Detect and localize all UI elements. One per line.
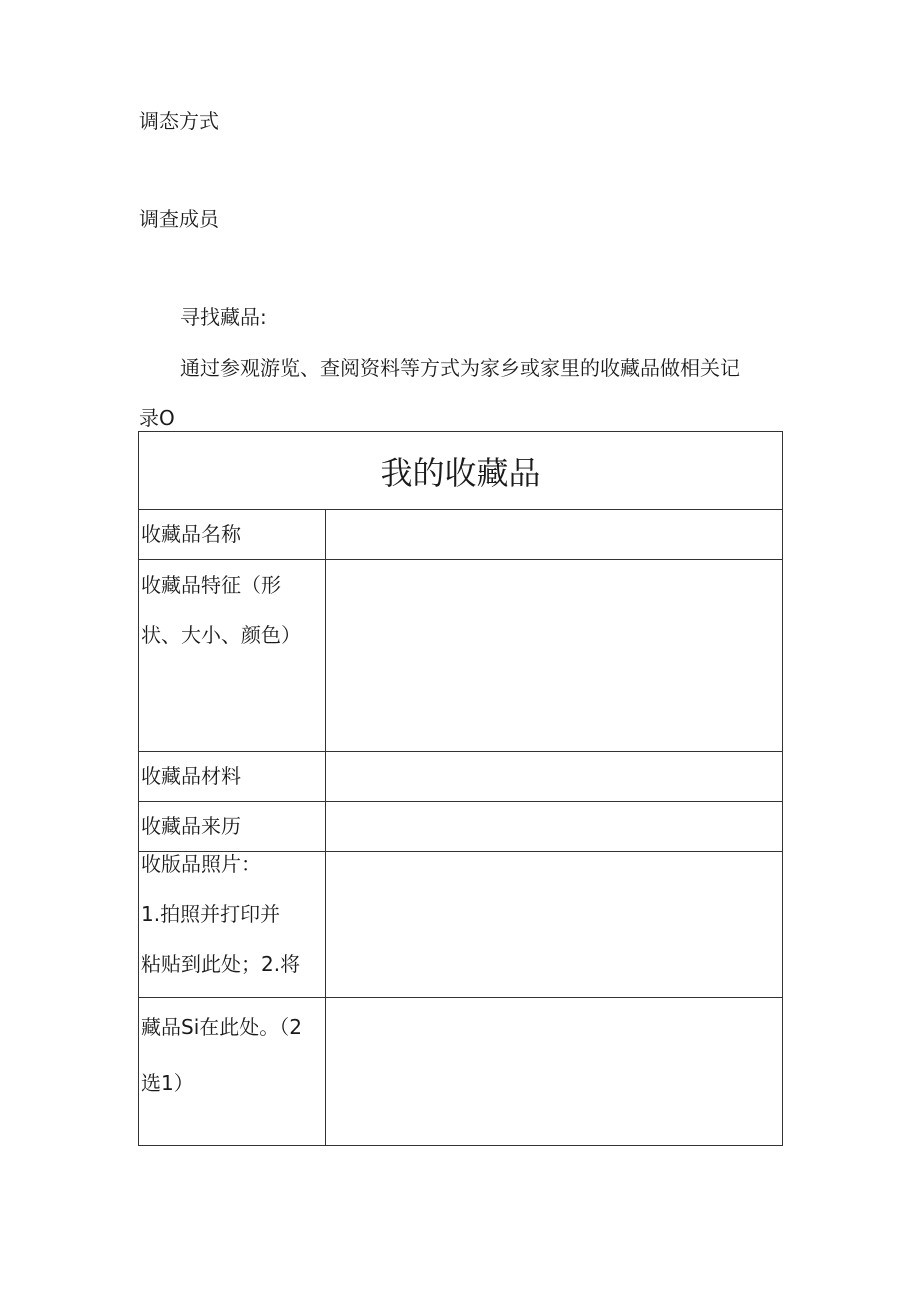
table-row [139, 998, 783, 1146]
photo-input-cell-2[interactable] [326, 998, 783, 1146]
features-label-line-1: 收藏品特征（形 [141, 573, 281, 597]
photo-label-line-2: 1.拍照并打印并 [141, 902, 281, 926]
survey-members-label: 调查成员 [139, 207, 219, 231]
photo-input-cell-1[interactable] [326, 852, 783, 998]
name-input-cell[interactable] [326, 510, 783, 560]
survey-method-label: 调态方式 [139, 109, 219, 133]
material-input-cell[interactable] [326, 752, 783, 802]
photo-label-line-5: 选1） [141, 1071, 194, 1095]
table-title-row [139, 432, 783, 510]
collection-record-table [138, 431, 783, 1146]
instruction-text-line-1: 通过参观游览、查阅资料等方式为家乡或家里的收藏品做相关记 [180, 356, 740, 380]
origin-label-cell [139, 802, 326, 852]
photo-label-cell [139, 852, 326, 998]
features-label-line-2: 状、大小、颜色） [141, 623, 301, 647]
name-label: 收藏品名称 [141, 522, 241, 546]
origin-input-cell[interactable] [326, 802, 783, 852]
table-title: 我的收藏品 [139, 432, 783, 510]
photo-label-line-4: 藏品Si在此处。（2 [141, 1015, 302, 1039]
material-label: 收藏品材料 [141, 764, 241, 788]
photo-label-line-3: 粘贴到此处；2.将 [141, 952, 301, 976]
instruction-text-line-2: 录O [139, 406, 175, 430]
photo-label-line-1: 收版品照片： [141, 852, 261, 876]
photo-label-cell-continued [139, 998, 326, 1146]
table-row [139, 510, 783, 560]
name-label-cell [139, 510, 326, 560]
find-collection-heading: 寻找藏品: [180, 305, 267, 329]
table-row [139, 802, 783, 852]
origin-label: 收藏品来历 [141, 814, 241, 838]
table-row [139, 752, 783, 802]
table-row [139, 560, 783, 752]
features-input-cell[interactable] [326, 560, 783, 752]
features-label-cell [139, 560, 326, 752]
material-label-cell [139, 752, 326, 802]
table-row [139, 852, 783, 998]
